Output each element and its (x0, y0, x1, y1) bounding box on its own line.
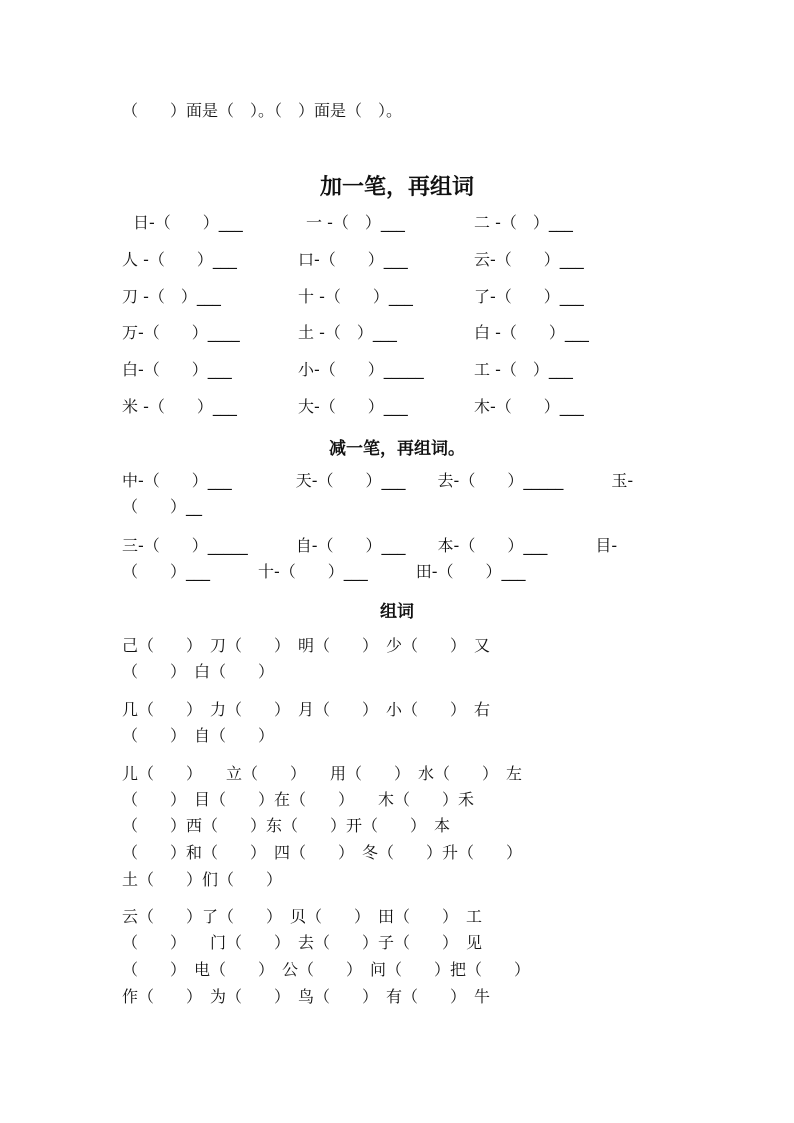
add-stroke-item: 小-（ ）_____ (298, 360, 424, 379)
add-stroke-item: 刀 -（ ）___ (122, 287, 221, 306)
section-title-remove-stroke: 减一笔，再组词。 (329, 439, 465, 459)
make-words-line: 土（ ）们（ ） (122, 870, 283, 889)
add-stroke-item: 云-（ ）___ (474, 250, 584, 269)
make-words-line: 作（ ） 为（ ） 鸟（ ） 有（ ） 牛 (122, 987, 491, 1006)
remove-stroke-line: 中-（ ）___ 天-（ ）___ 去-（ ）_____ 玉- (122, 471, 634, 490)
make-words-line: （ ） 自（ ） (122, 726, 275, 745)
section-title-add-stroke: 加一笔，再组词 (319, 175, 474, 200)
make-words-line: （ ） 白（ ） (122, 662, 275, 681)
make-words-line: 云（ ）了（ ） 贝（ ） 田（ ） 工 (122, 907, 483, 926)
make-words-line: （ ）西（ ）东（ ）开（ ） 本 (122, 816, 451, 835)
top-fill-line: （ ）面是（ ）。（ ）面是（ ）。 (122, 101, 403, 120)
add-stroke-item: 了-（ ）___ (474, 287, 584, 306)
add-stroke-item: 米 -（ ）___ (122, 397, 237, 416)
section-title-make-words: 组词 (380, 602, 414, 622)
remove-stroke-line: （ ）___ 十-（ ）___ 田-（ ）___ (122, 562, 526, 581)
make-words-line: （ ） 电（ ） 公（ ） 问（ ）把（ ） (122, 960, 531, 979)
add-stroke-item: 土 -（ ）___ (298, 323, 397, 342)
add-stroke-item: 二 -（ ）___ (474, 213, 573, 232)
add-stroke-item: 大-（ ）___ (298, 397, 408, 416)
add-stroke-item: 一 -（ ）___ (306, 213, 405, 232)
add-stroke-item: 工 -（ ）___ (474, 360, 573, 379)
make-words-line: （ ） 目（ ）在（ ） 木（ ）禾 (122, 790, 475, 809)
add-stroke-item: 十 -（ ）___ (298, 287, 413, 306)
make-words-line: （ ） 门（ ） 去（ ）子（ ） 见 (122, 933, 483, 952)
add-stroke-item: 人 -（ ）___ (122, 250, 237, 269)
add-stroke-item: 白 -（ ）___ (474, 323, 589, 342)
add-stroke-item: 日-（ ）___ (133, 213, 243, 232)
add-stroke-item: 万-（ ）____ (122, 323, 240, 342)
remove-stroke-line: （ ）__ (122, 497, 203, 516)
add-stroke-item: 白-（ ）___ (122, 360, 232, 379)
make-words-line: （ ）和（ ） 四（ ） 冬（ ）升（ ） (122, 843, 523, 862)
remove-stroke-line: 三-（ ）_____ 自-（ ）___ 本-（ ）___ 目- (122, 536, 618, 555)
make-words-line: 己（ ） 刀（ ） 明（ ） 少（ ） 又 (122, 636, 491, 655)
make-words-line: 儿（ ） 立（ ） 用（ ） 水（ ） 左 (122, 764, 523, 783)
make-words-line: 几（ ） 力（ ） 月（ ） 小（ ） 右 (122, 700, 491, 719)
add-stroke-item: 木-（ ）___ (474, 397, 584, 416)
add-stroke-item: 口-（ ）___ (298, 250, 408, 269)
